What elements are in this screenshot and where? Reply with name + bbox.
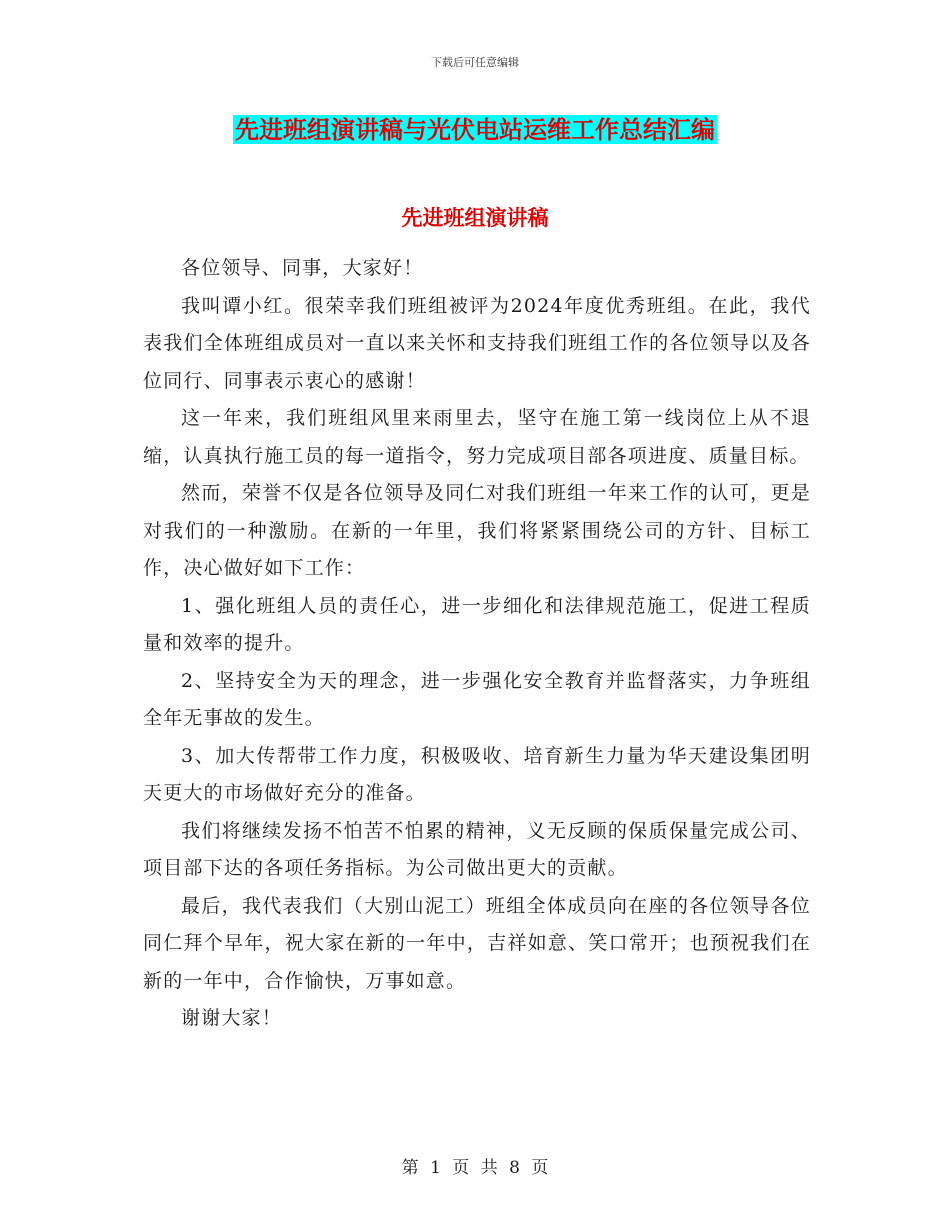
paragraph-closing-wishes: 最后，我代表我们（大别山泥工）班组全体成员向在座的各位领导各位同仁拜个早年，祝大家在新的一年中，吉祥如意、笑口常开；也预祝我们在新的一年中，合作愉快，万事如意。 (143, 894, 811, 992)
paragraph-resolution: 然而，荣誉不仅是各位领导及同仁对我们班组一年来工作的认可，更是对我们的一种激励。在新的一年里，我们将紧紧围绕公司的方针、目标工作，决心做好如下工作： (143, 482, 811, 579)
document-title (0, 112, 950, 148)
paragraph-greeting: 各位领导、同事，大家好！ (181, 257, 424, 279)
section-title: 先进班组演讲稿 (401, 205, 549, 230)
page-number-footer: 第 1 页 共 8 页 (401, 1158, 549, 1178)
header-note: 下载后可任意编辑 (431, 56, 519, 69)
paragraph-item-2: 2、坚持安全为天的理念，进一步强化安全教育并监督落实，力争班组全年无事故的发生。 (143, 669, 811, 729)
paragraph-item-1: 1、强化班组人员的责任心，进一步细化和法律规范施工，促进工程质量和效率的提升。 (143, 594, 811, 654)
paragraph-introduction: 我叫谭小红。很荣幸我们班组被评为2024年度优秀班组。在此，我代表我们全体班组成员对一直以来关怀和支持我们班组工作的各位领导以及各位同行、同事表示衷心的感谢！ (143, 294, 811, 392)
document-title-text: 先进班组演讲稿与光伏电站运维工作总结汇编 (235, 115, 715, 144)
paragraph-thanks: 谢谢大家！ (181, 1007, 283, 1029)
paragraph-commitment: 我们将继续发扬不怕苦不怕累的精神，义无反顾的保质保量完成公司、项目部下达的各项任务指标。为公司做出更大的贡献。 (143, 819, 811, 879)
paragraph-year-review: 这一年来，我们班组风里来雨里去，坚守在施工第一线岗位上从不退缩，认真执行施工员的每一道指令，努力完成项目部各项进度、质量目标。 (143, 407, 811, 467)
paragraph-item-3: 3、加大传帮带工作力度，积极吸收、培育新生力量为华天建设集团明天更大的市场做好充分的准备。 (143, 744, 811, 804)
speech-body (143, 250, 811, 1038)
